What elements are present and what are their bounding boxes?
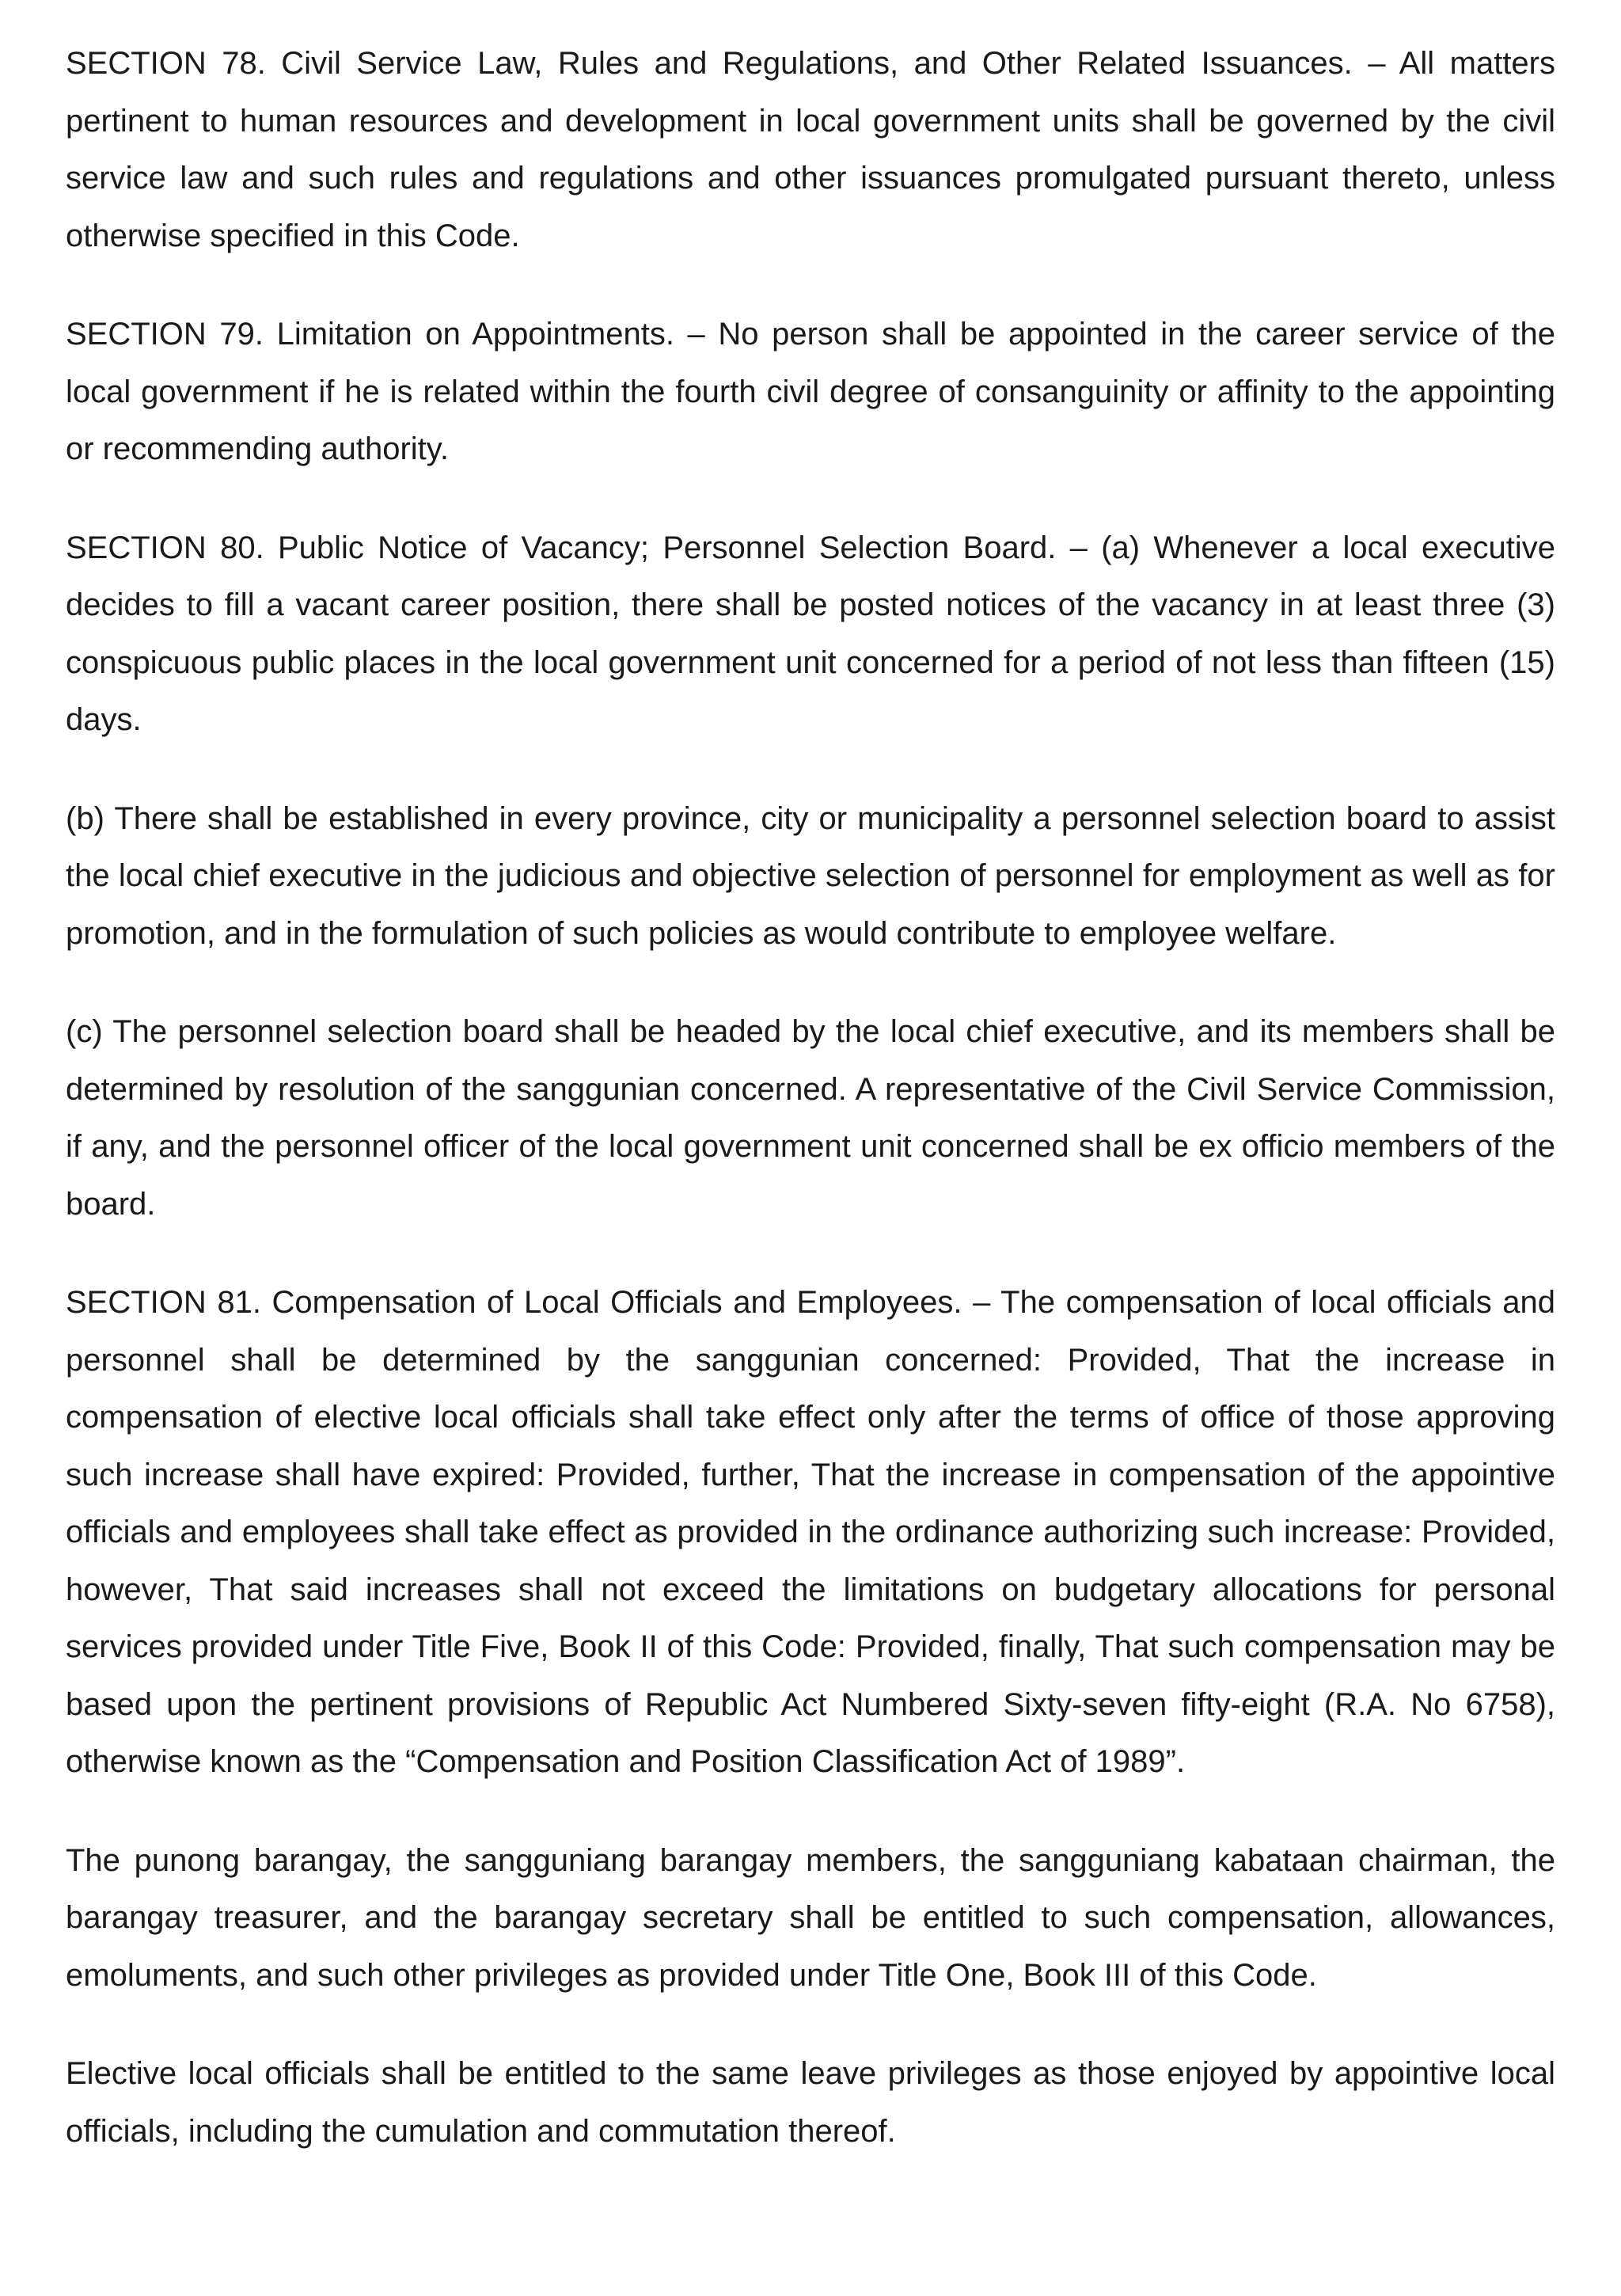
- section-79-paragraph: SECTION 79. Limitation on Appointments. – No person shall be appointed in the career service of the local government if he is related within the fourth civil degree of consanguinity or affinity to the appointing or recommending authority.: [66, 317, 1555, 466]
- section-80b-paragraph: (b) There shall be established in every province, city or municipality a personnel selection board to assist the local chief executive in the judicious and objective selection of personnel for employment as well as for promotion, and in the formulation of such policies as would contribute to employee welfare.: [66, 800, 1555, 951]
- section-78-paragraph: SECTION 78. Civil Service Law, Rules and Regulations, and Other Related Issuances. – All matters pertinent to human resources and development in local government units shall be governed by the civil service law and such rules and regulations and other issuances promulgated pursuant thereto, unless otherwise specified in this Code.: [66, 46, 1555, 253]
- section-80a-paragraph: SECTION 80. Public Notice of Vacancy; Personnel Selection Board. – (a) Whenever a local executive decides to fill a vacant career position, there shall be posted notices of the vacancy in at least three (3) conspicuous public places in the local government unit concerned for a period of not less than fifteen (15) days.: [66, 530, 1555, 737]
- section-81-paragraph: SECTION 81. Compensation of Local Officials and Employees. – The compensation of local officials and personnel shall be determined by the sanggunian concerned: Provided, That the increase in compensation of elective local officials shall take effect only after the terms of office of those approving such increase shall have expired: Provided, further, That the increase in compensation of the appointive officials and employees shall take effect as provided in the ordinance authorizing such increase: Provided, however, That said increases shall not exceed the limitations on budgetary allocations for personal services provided under Title Five, Book II of this Code: Provided, finally, That such compensation may be based upon the pertinent provisions of Republic Act Numbered Sixty-seven fifty-eight (R.A. No 6758), otherwise known as the “Compensation and Position Classification Act of 1989”.: [66, 1285, 1555, 1779]
- section-80c-paragraph: (c) The personnel selection board shall be headed by the local chief executive, and its members shall be determined by resolution of the sanggunian concerned. A representative of the Civil Service Commission, if any, and the personnel officer of the local government unit concerned shall be ex officio members of the board.: [66, 1014, 1555, 1222]
- leave-privileges-paragraph: Elective local officials shall be entitled to the same leave privileges as those enjoyed by appointive local officials, including the cumulation and commutation thereof.: [66, 2056, 1555, 2149]
- barangay-compensation-paragraph: The punong barangay, the sangguniang barangay members, the sangguniang kabataan chairman, the barangay treasurer, and the barangay secretary shall be entitled to such compensation, allowances, emoluments, and such other privileges as provided under Title One, Book III of this Code.: [66, 1842, 1555, 1993]
